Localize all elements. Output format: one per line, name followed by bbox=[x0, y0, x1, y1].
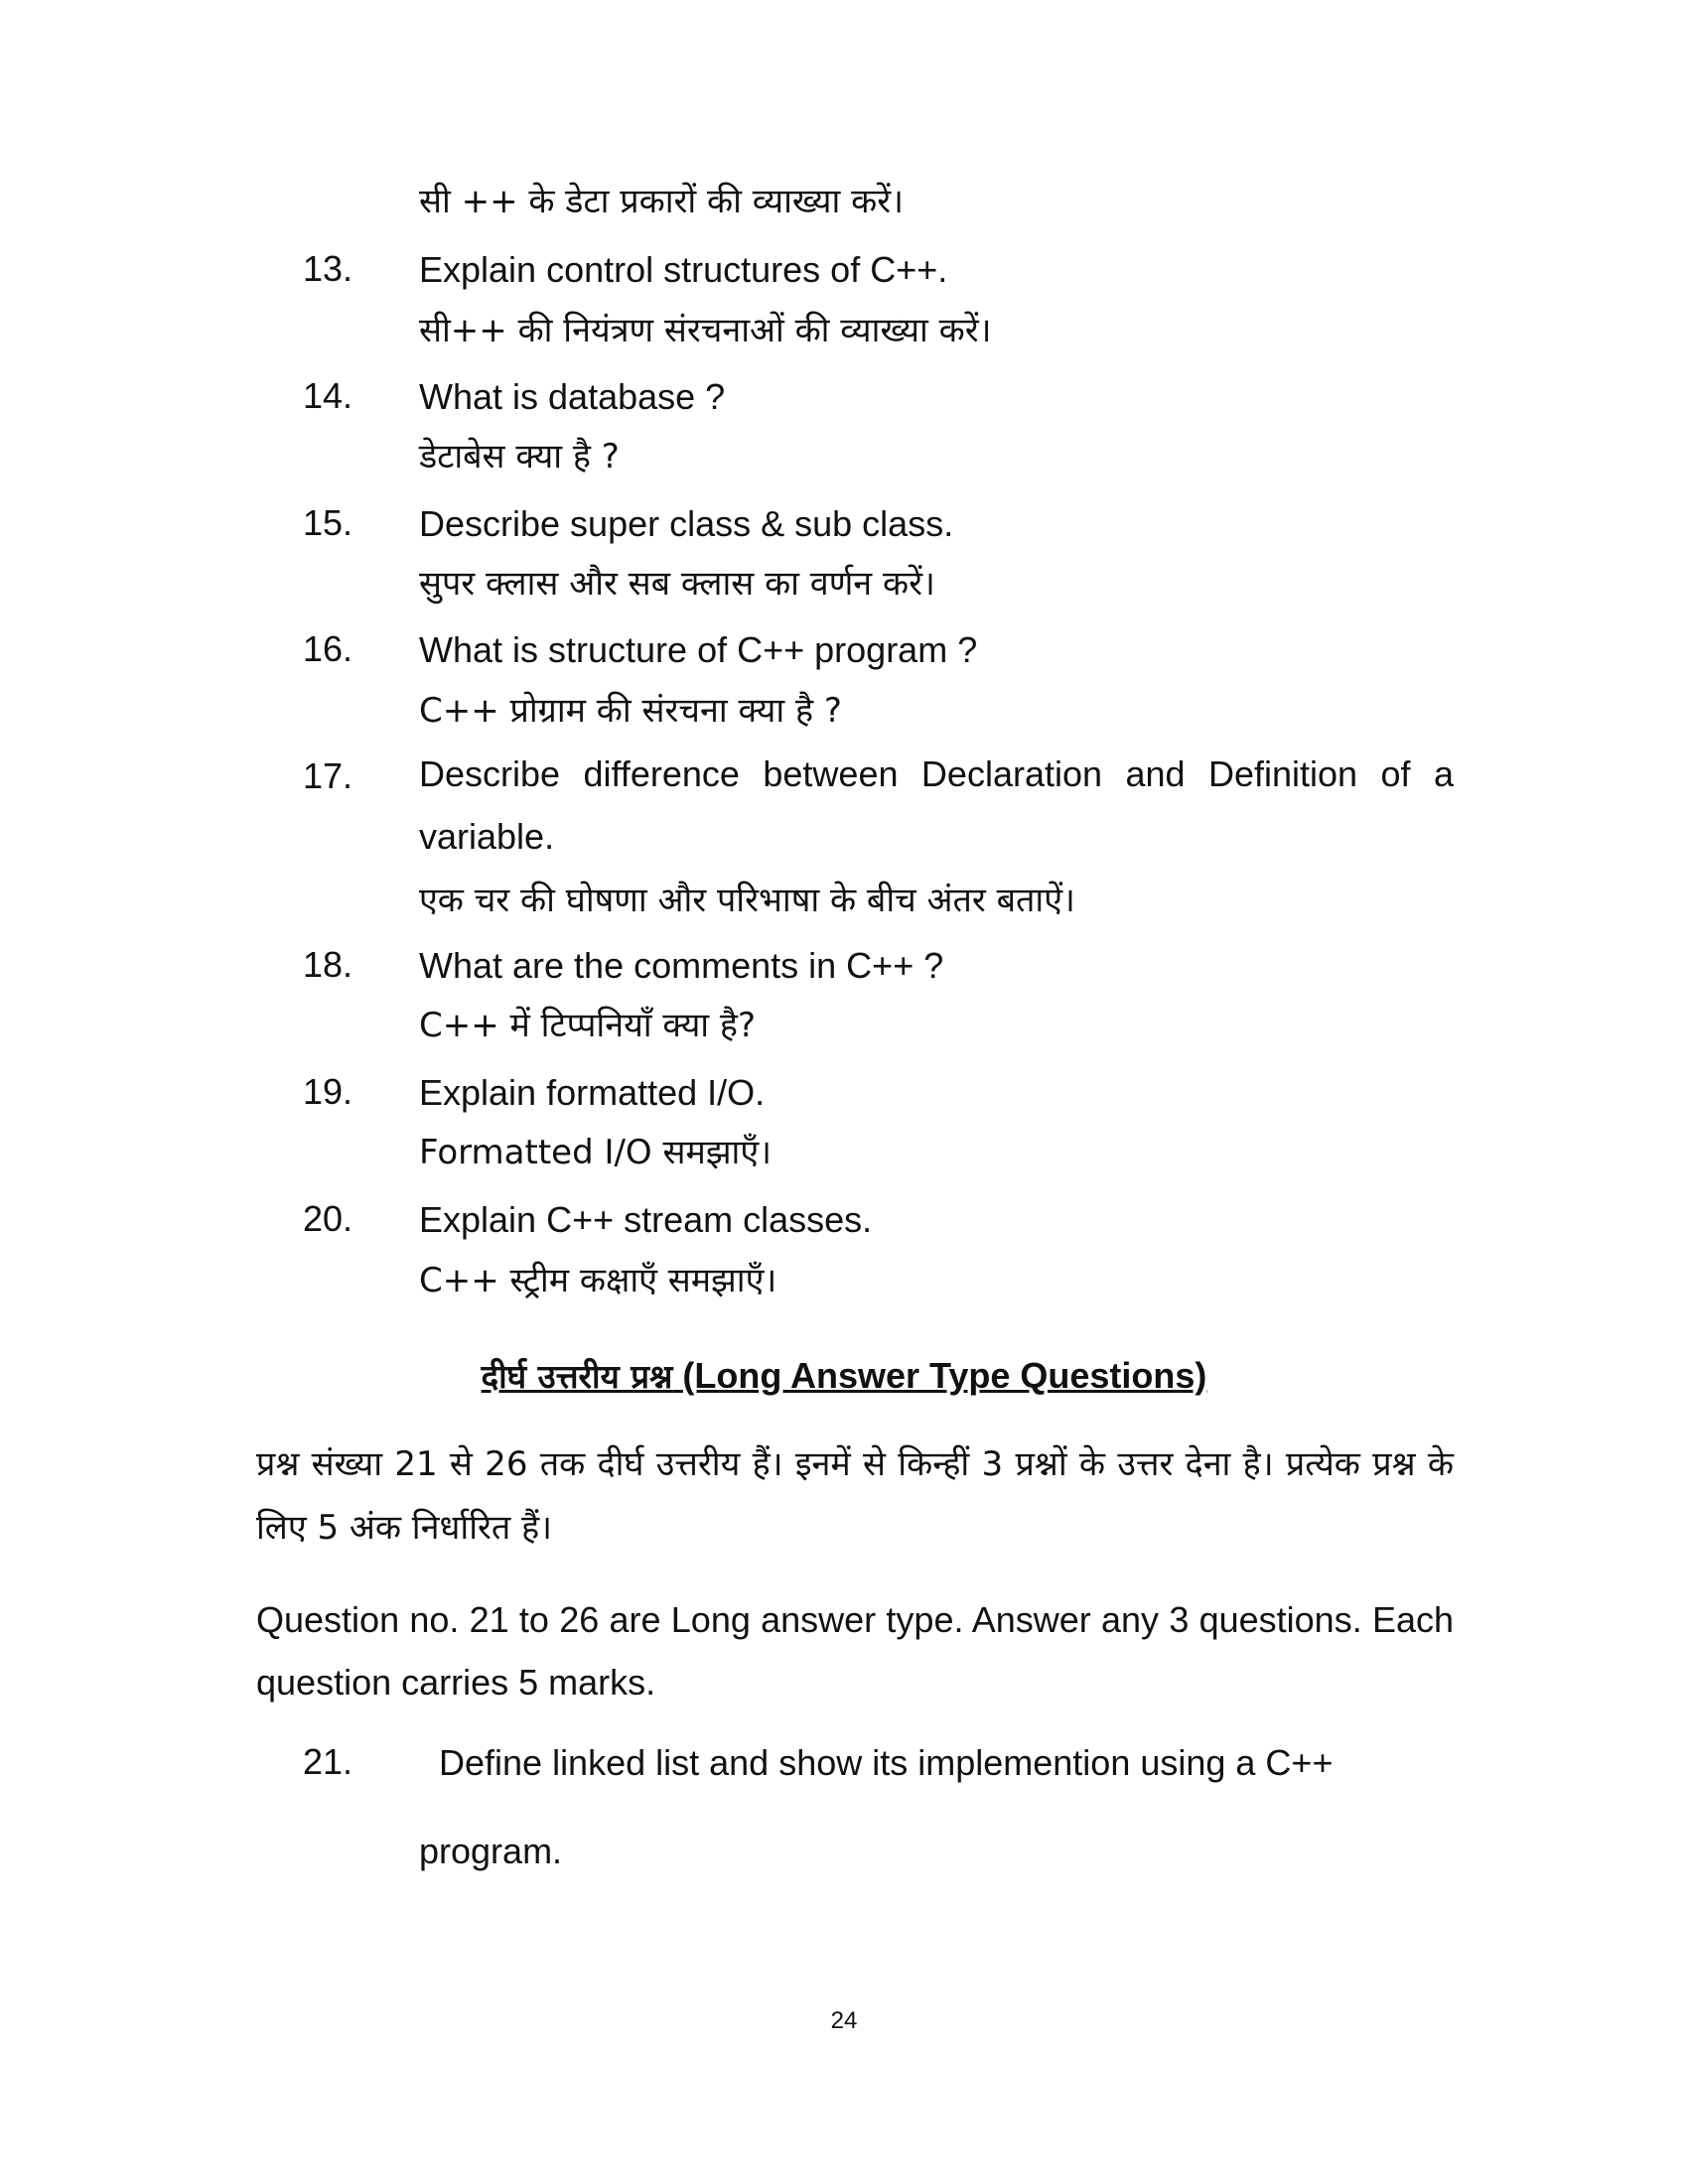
page-number: 24 bbox=[830, 2007, 858, 2034]
question-number: 20. bbox=[303, 1198, 353, 1239]
question-number: 19. bbox=[303, 1071, 353, 1112]
question-text-en: Explain formatted I/O. bbox=[419, 1072, 766, 1113]
instructions-english: Question no. 21 to 26 are Long answer type. Answer any 3 questions. Each question carries 5 marks. bbox=[256, 1599, 1454, 1703]
question-number: 18. bbox=[303, 944, 353, 985]
question-number: 13. bbox=[303, 248, 353, 289]
question-text-en: What is structure of C++ program ? bbox=[419, 629, 978, 670]
instructions-hindi: प्रश्न संख्या 21 से 26 तक दीर्घ उत्तरीय हैं। इनमें से किन्हीं 3 प्रश्नों के उत्तर देना है। प्रत्येक प्रश्न के लिए 5 अंक निर्धारित हैं। bbox=[256, 1444, 1454, 1548]
question-text-en-line2: program. bbox=[419, 1831, 563, 1871]
question-text-hi: डेटाबेस क्या है ? bbox=[419, 437, 620, 477]
question-text-en: What is database ? bbox=[419, 376, 726, 417]
question-number: 14. bbox=[303, 375, 353, 416]
question-text-hi: C++ में टिप्पनियाँ क्या है? bbox=[419, 1006, 757, 1045]
question-text-hi: Formatted I/O समझाएँ। bbox=[419, 1133, 773, 1172]
question-number: 17. bbox=[303, 755, 353, 796]
question-text-hi: C++ प्रोग्राम की संरचना क्या है ? bbox=[419, 691, 842, 731]
question-text-hi: सी++ की नियंत्रण संरचनाओं की व्याख्या करें। bbox=[419, 311, 992, 350]
question-number: 21. bbox=[303, 1741, 353, 1782]
question-text-en: Explain C++ stream classes. bbox=[419, 1199, 873, 1240]
section-heading-hindi: दीर्घ उत्तरीय प्रश्न bbox=[481, 1357, 673, 1396]
question-text-en: Describe difference between Declaration and Definition of a variable. bbox=[419, 753, 1454, 857]
section-heading-english: (Long Answer Type Questions) bbox=[682, 1355, 1207, 1396]
question-text-en: Describe super class & sub class. bbox=[419, 503, 954, 544]
question-number: 15. bbox=[303, 502, 353, 543]
question-text-en: Explain control structures of C++. bbox=[419, 249, 948, 290]
question-text-hi: C++ स्ट्रीम कक्षाएँ समझाएँ। bbox=[419, 1261, 777, 1300]
section-heading bbox=[0, 1353, 1688, 1398]
question-text-en-line1: Define linked list and show its implemention using a C++ bbox=[439, 1742, 1334, 1783]
question-text-hi: सुपर क्लास और सब क्लास का वर्णन करें। bbox=[419, 564, 935, 604]
intro-hindi-line: सी ++ के डेटा प्रकारों की व्याख्या करें। bbox=[419, 182, 905, 221]
question-text-hi: एक चर की घोषणा और परिभाषा के बीच अंतर बताऐं। bbox=[419, 881, 1075, 920]
question-number: 16. bbox=[303, 628, 353, 669]
question-text-en: What are the comments in C++ ? bbox=[419, 945, 944, 986]
